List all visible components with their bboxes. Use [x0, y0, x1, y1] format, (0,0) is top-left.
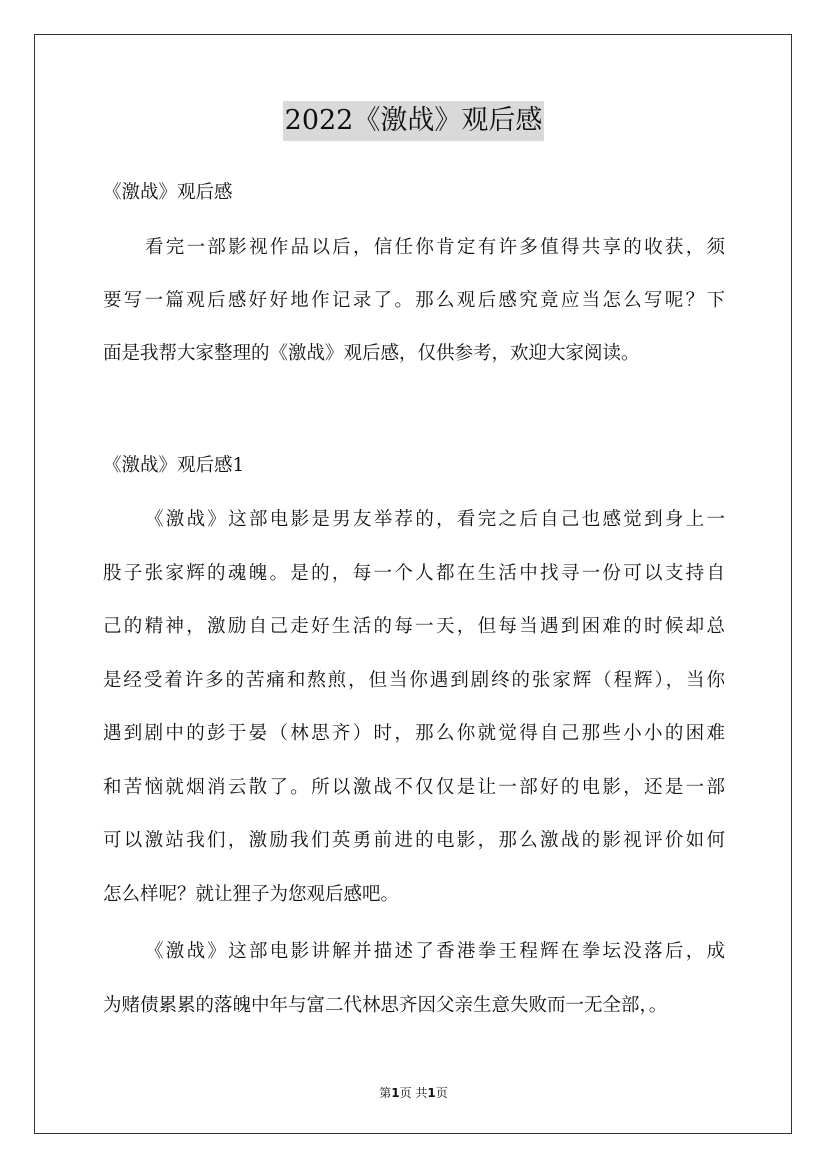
paragraph-line: 是经受着许多的苦痛和熬煎，但当你遇到剧终的张家辉（程辉），当你 — [103, 670, 725, 691]
footer-prefix: 第 — [379, 1086, 392, 1100]
paragraph-line: 股子张家辉的魂魄。是的，每一个人都在生活中找寻一份可以支持自 — [103, 563, 725, 584]
footer-page-total: 1 — [427, 1086, 436, 1100]
paragraph-line: 为赌债累累的落魄中年与富二代林思齐因父亲生意失败而一无全部，。 — [103, 995, 668, 1016]
intro-line: 看完一部影视作品以后，信任你肯定有许多值得共享的收获，须 — [145, 237, 725, 258]
footer-suffix: 页 — [435, 1086, 448, 1100]
paragraph-line: 和苦恼就烟消云散了。所以激战不仅仅是让一部好的电影，还是一部 — [103, 777, 725, 798]
footer-page-current: 1 — [391, 1086, 400, 1100]
paragraph-line: 己的精神，激励自己走好生活的每一天，但每当遇到困难的时候却总 — [103, 616, 725, 637]
intro-line: 面是我帮大家整理的《激战》观后感，仅供参考，欢迎大家阅读。 — [103, 343, 640, 364]
paragraph-line: 《激战》这部电影讲解并描述了香港拳王程辉在拳坛没落后，成 — [145, 941, 725, 962]
footer-mid: 页 共 — [399, 1086, 428, 1100]
title-container — [0, 101, 827, 141]
page-footer — [0, 1085, 827, 1101]
document-title: 2022《激战》观后感 — [283, 101, 545, 141]
intro-line: 要写一篇观后感好好地作记录了。那么观后感究竟应当怎么写呢？下 — [103, 290, 725, 311]
paragraph-line: 怎么样呢？就让狸子为您观后感吧。 — [103, 884, 400, 905]
document-heading: 《激战》观后感 — [103, 182, 233, 203]
section-heading: 《激战》观后感1 — [103, 455, 245, 476]
paragraph-line: 《激战》这部电影是男友举荐的，看完之后自己也感觉到身上一 — [145, 509, 725, 530]
paragraph-line: 遇到剧中的彭于晏（林思齐）时，那么你就觉得自己那些小小的困难 — [103, 723, 725, 744]
paragraph-line: 可以激站我们，激励我们英勇前进的电影，那么激战的影视评价如何 — [103, 830, 725, 851]
